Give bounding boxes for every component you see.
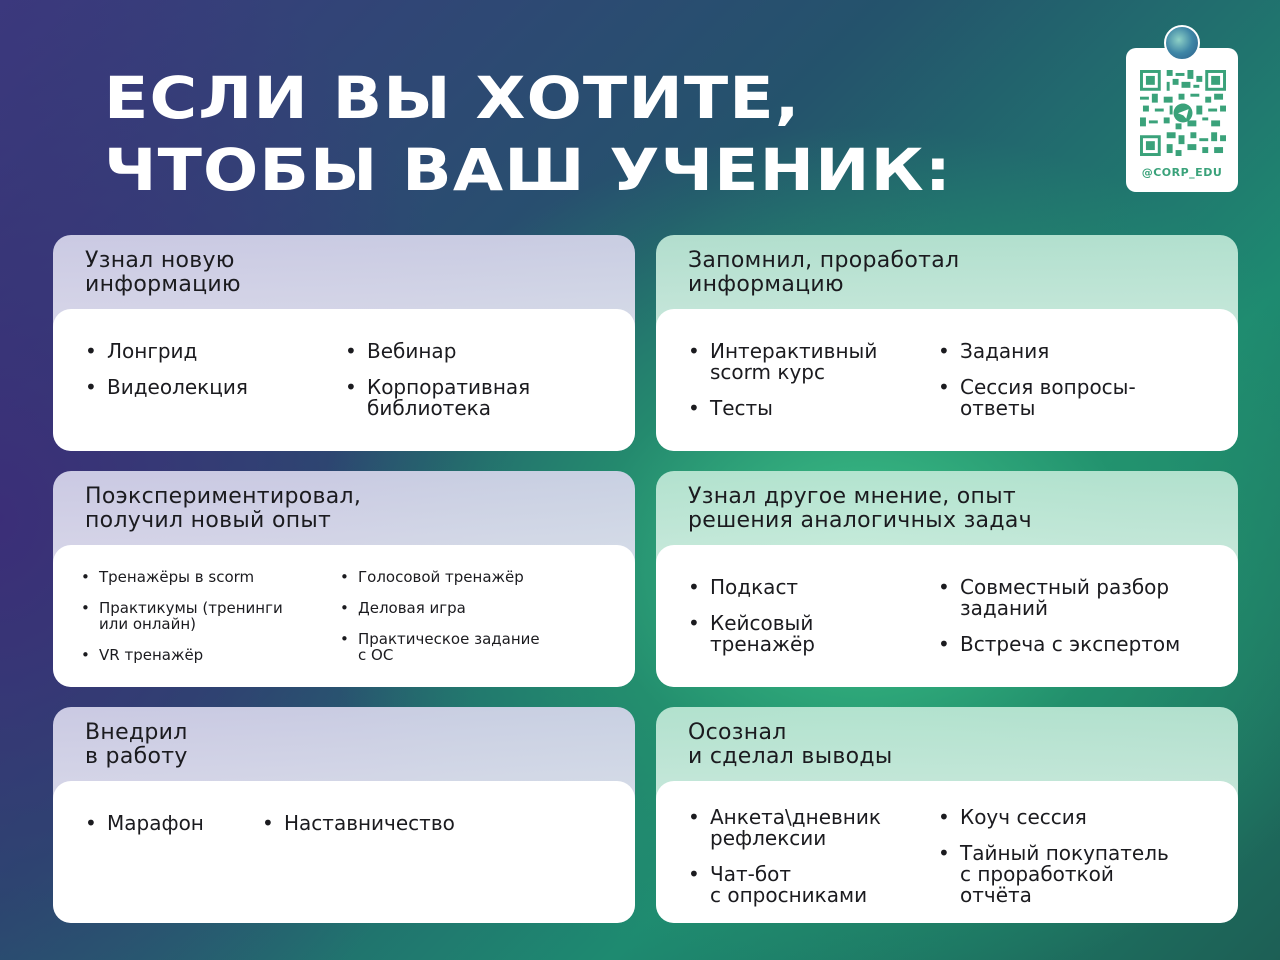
qr-handle-label: @CORP_EDU — [1141, 166, 1223, 179]
list-item: • Наставничество — [262, 813, 455, 834]
list-item: • Голосовой тренажёр — [340, 569, 540, 585]
card-list-col-2 — [345, 341, 530, 434]
list-item: • Интерактивный scorm курс — [688, 341, 877, 383]
card-title — [85, 249, 241, 297]
headline — [104, 62, 952, 206]
globe-icon — [1164, 25, 1200, 61]
card-body — [53, 781, 635, 923]
card-title-line: и сделал выводы — [688, 744, 893, 769]
card-body — [656, 781, 1238, 923]
card-list-col-1 — [688, 807, 881, 921]
list-item: • Тесты — [688, 398, 877, 419]
list-item: • Коуч сессия — [938, 807, 1169, 828]
list-item: • Сессия вопросы- ответы — [938, 377, 1136, 419]
card-list-col-1 — [688, 341, 877, 434]
list-item: • Тренажёры в scorm — [81, 569, 283, 585]
card-title — [688, 249, 959, 297]
list-item: • Подкаст — [688, 577, 815, 598]
card-implemented — [53, 707, 635, 923]
card-title — [688, 485, 1032, 533]
list-item: • Кейсовый тренажёр — [688, 613, 815, 655]
card-title-line: Внедрил — [85, 720, 188, 745]
card-other-opinion — [656, 471, 1238, 687]
card-title-line: в работу — [85, 744, 188, 769]
card-learned-info — [53, 235, 635, 451]
list-item: • Тайный покупатель с проработкой отчёта — [938, 843, 1169, 906]
card-title-line: Узнал новую — [85, 248, 235, 273]
card-title — [85, 721, 188, 769]
card-list-col-1 — [85, 341, 248, 413]
headline-line-2: ЧТОБЫ ВАШ УЧЕНИК: — [104, 136, 952, 204]
card-list-col-1 — [85, 813, 204, 849]
card-list-col-1 — [81, 569, 283, 678]
list-item: • Анкета\дневник рефлексии — [688, 807, 881, 849]
card-list-col-2 — [938, 341, 1136, 434]
card-list-col-1 — [688, 577, 815, 670]
card-title-line: Запомнил, проработал — [688, 248, 960, 273]
list-item: • Видеолекция — [85, 377, 248, 398]
card-list-col-2 — [262, 813, 455, 849]
list-item: • Практическое задание с ОС — [340, 631, 540, 663]
list-item: • VR тренажёр — [81, 647, 283, 663]
card-body — [656, 545, 1238, 687]
card-body — [656, 309, 1238, 451]
qr-code-icon — [1140, 70, 1226, 156]
qr-code-badge[interactable] — [1126, 48, 1238, 192]
list-item: • Встреча с экспертом — [938, 634, 1180, 655]
card-title-line: решения аналогичных задач — [688, 508, 1032, 533]
card-title — [688, 721, 893, 769]
card-experimented — [53, 471, 635, 687]
list-item: • Совместный разбор заданий — [938, 577, 1180, 619]
headline-line-1: ЕСЛИ ВЫ ХОТИТЕ, — [104, 64, 801, 132]
card-memorized-info — [656, 235, 1238, 451]
card-body — [53, 309, 635, 451]
card-title — [85, 485, 361, 533]
list-item: • Задания — [938, 341, 1136, 362]
list-item: • Деловая игра — [340, 600, 540, 616]
card-title-line: получил новый опыт — [85, 508, 332, 533]
list-item: • Корпоративная библиотека — [345, 377, 530, 419]
card-title-line: информацию — [85, 272, 241, 297]
card-body — [53, 545, 635, 687]
card-title-line: Поэкспериментировал, — [85, 484, 362, 509]
list-item: • Лонгрид — [85, 341, 248, 362]
list-item: • Чат-бот с опросниками — [688, 864, 881, 906]
card-realized — [656, 707, 1238, 923]
list-item: • Практикумы (тренинги или онлайн) — [81, 600, 283, 632]
card-title-line: Осознал — [688, 720, 787, 745]
card-list-col-2 — [938, 577, 1180, 670]
list-item: • Вебинар — [345, 341, 530, 362]
card-title-line: Узнал другое мнение, опыт — [688, 484, 1017, 509]
card-list-col-2 — [340, 569, 540, 678]
card-list-col-2 — [938, 807, 1169, 921]
card-title-line: информацию — [688, 272, 844, 297]
list-item: • Марафон — [85, 813, 204, 834]
